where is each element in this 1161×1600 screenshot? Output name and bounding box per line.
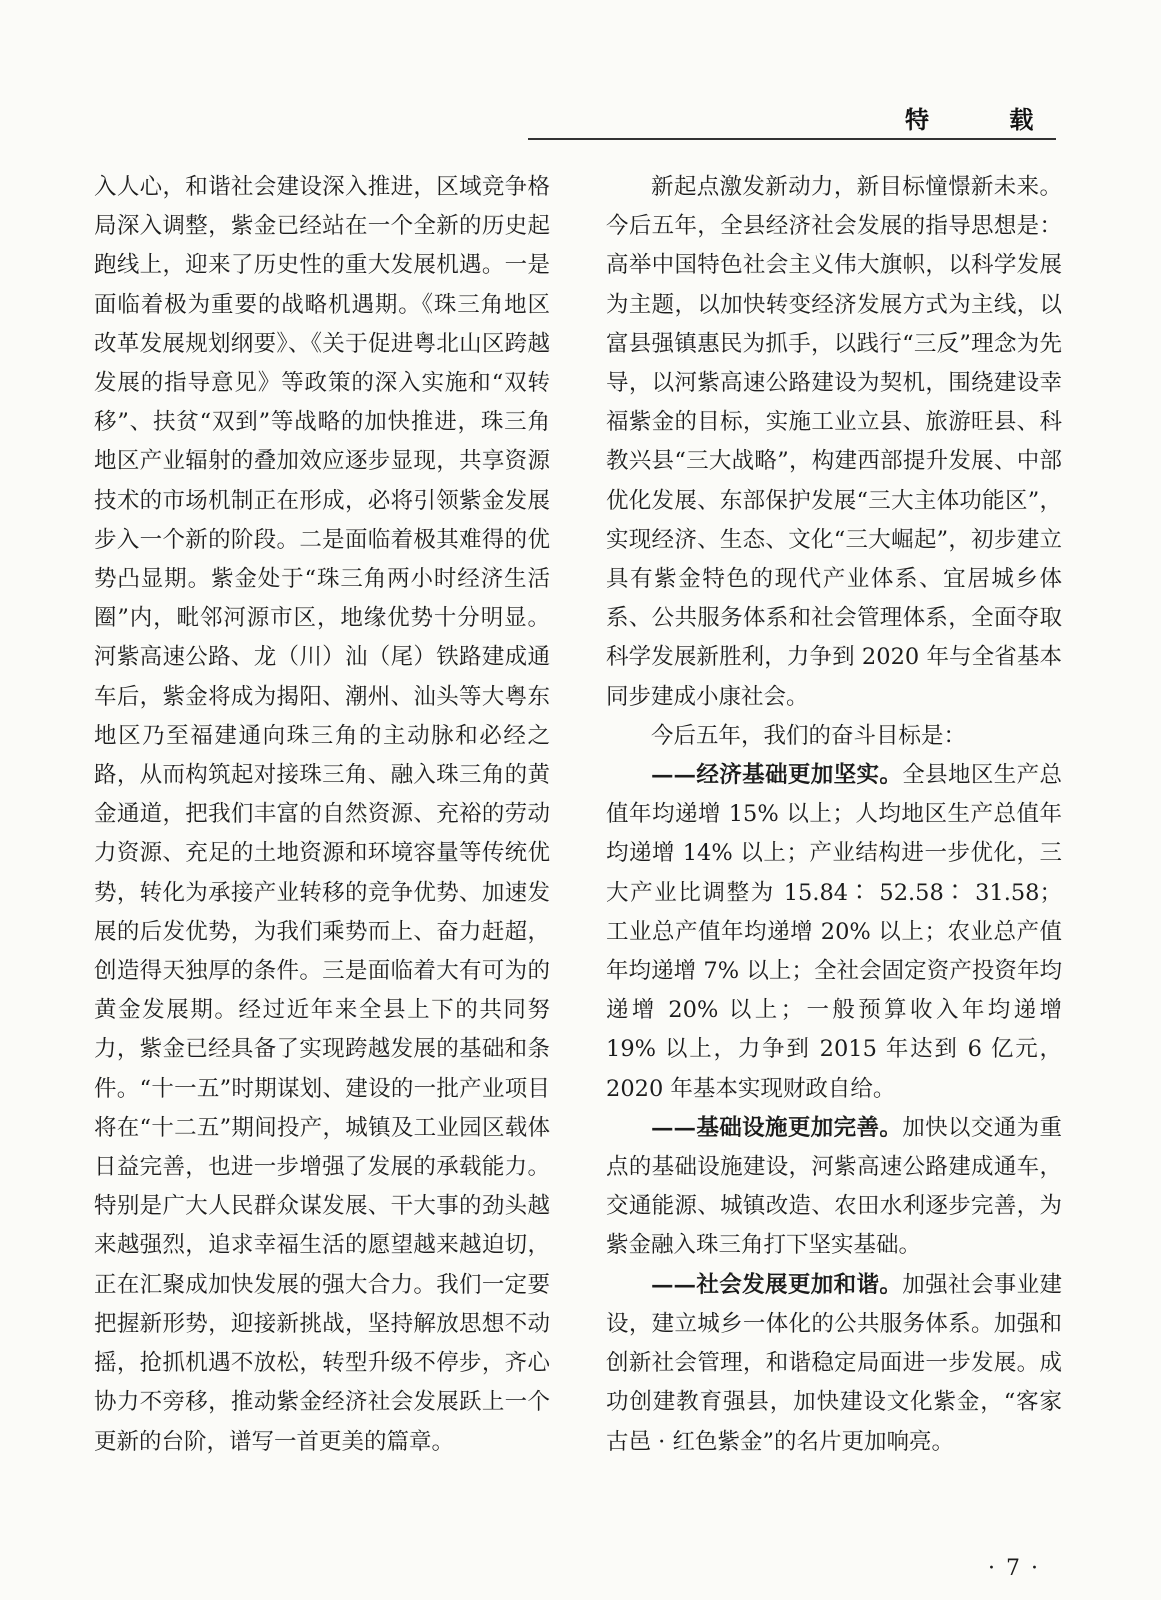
- economy-goal-text: 全县地区生产总值年均递增 15% 以上；人均地区生产总值年均递增 14% 以上；产业结构进一步优化，三大产业比调整为 15.84∶ 52.58∶ 31.58；工业总产值年均递增 20% 以上；农业总产值年均递增 7% 以上；全社会固定资产投资年均递增 20% 以上；一般预算收入年均递增 19% 以上，力争到 2015 年达到 6 亿元，2020 年基本实现财政自给。: [606, 762, 1062, 1102]
- page-number: · 7 ·: [988, 1556, 1040, 1581]
- infrastructure-goal-heading: ——基础设施更加完善。: [651, 1114, 903, 1141]
- header-rule: [528, 138, 1056, 140]
- infrastructure-goal-paragraph: [606, 1109, 1062, 1266]
- economy-goal-heading: ——经济基础更加坚实。: [651, 762, 903, 789]
- society-goal-heading: ——社会发展更加和谐。: [651, 1271, 903, 1298]
- right-column: [606, 168, 1062, 1462]
- goals-intro-paragraph: 今后五年，我们的奋斗目标是：: [651, 722, 967, 749]
- society-goal-paragraph: [606, 1266, 1062, 1462]
- left-paragraph: 入人心，和谐社会建设深入推进，区域竞争格局深入调整，紫金已经站在一个全新的历史起跑线上，迎来了历史性的重大发展机遇。一是面临着极为重要的战略机遇期。《珠三角地区改革发展规划纲要》、《关于促进粤北山区跨越发展的指导意见》等政策的深入实施和“双转移”、扶贫“双到”等战略的加快推进，珠三角地区产业辐射的叠加效应逐步显现，共享资源技术的市场机制正在形成，必将引领紫金发展步入一个新的阶段。二是面临着极其难得的优势凸显期。紫金处于“珠三角两小时经济生活圈”内，毗邻河源市区，地缘优势十分明显。河紫高速公路、龙（川）汕（尾）铁路建成通车后，紫金将成为揭阳、潮州、汕头等大粤东地区乃至福建通向珠三角的主动脉和必经之路，从而构筑起对接珠三角、融入珠三角的黄金通道，把我们丰富的自然资源、充裕的劳动力资源、充足的土地资源和环境容量等传统优势，转化为承接产业转移的竞争优势、加速发展的后发优势，为我们乘势而上、奋力赶超，创造得天独厚的条件。三是面临着大有可为的黄金发展期。经过近年来全县上下的共同努力，紫金已经具备了实现跨越发展的基础和条件。“十一五”时期谋划、建设的一批产业项目将在“十二五”期间投产，城镇及工业园区载体日益完善，也进一步增强了发展的承载能力。特别是广大人民群众谋发展、干大事的劲头越来越强烈，追求幸福生活的愿望越来越迫切，正在汇聚成加快发展的强大合力。我们一定要把握新形势，迎接新挑战，坚持解放思想不动摇，抢抓机遇不放松，转型升级不停步，齐心协力不旁移，推动紫金经济社会发展跃上一个更新的台阶，谱写一首更美的篇章。: [94, 174, 550, 1455]
- society-goal-text: 加强社会事业建设，建立城乡一体化的公共服务体系。加强和创新社会管理，和谐稳定局面进一步发展。成功创建教育强县，加快建设文化紫金，“客家古邑 · 红色紫金”的名片更加响亮。: [606, 1271, 1062, 1455]
- infrastructure-goal-text: 加快以交通为重点的基础设施建设，河紫高速公路建成通车，交通能源、城镇改造、农田水利逐步完善，为紫金融入珠三角打下坚实基础。: [606, 1114, 1062, 1259]
- economy-goal-paragraph: [606, 756, 1062, 1109]
- guiding-ideology-paragraph: 新起点激发新动力，新目标憧憬新未来。今后五年，全县经济社会发展的指导思想是：高举中国特色社会主义伟大旗帜，以科学发展为主题，以加快转变经济发展方式为主线，以富县强镇惠民为抓手，以践行“三反”理念为先导，以河紫高速公路建设为契机，围绕建设幸福紫金的目标，实施工业立县、旅游旺县、科教兴县“三大战略”，构建西部提升发展、中部优化发展、东部保护发展“三大主体功能区”，实现经济、生态、文化“三大崛起”，初步建立具有紫金特色的现代产业体系、宜居城乡体系、公共服务体系和社会管理体系，全面夺取科学发展新胜利，力争到 2020 年与全省基本同步建成小康社会。: [606, 174, 1062, 710]
- section-title: 特 载: [905, 106, 1070, 134]
- left-column: [94, 168, 550, 1462]
